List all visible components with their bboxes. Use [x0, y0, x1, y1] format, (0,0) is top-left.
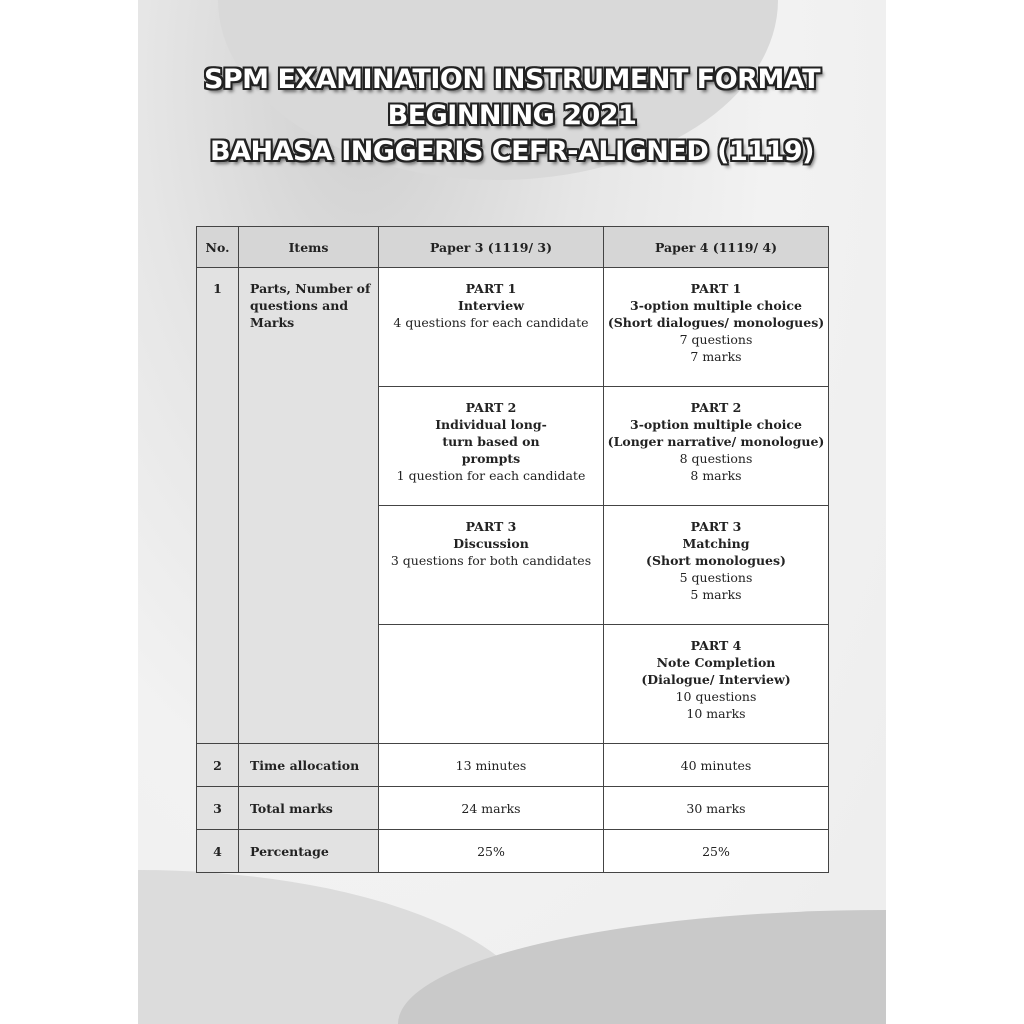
part-subtitle: (Short dialogues/ monologues) [607, 315, 825, 330]
part-label: PART 2 [465, 400, 517, 415]
paper4-part [604, 268, 829, 387]
part-detail: 7 marks [690, 349, 742, 364]
row-item: Time allocation [239, 744, 379, 787]
paper4-value: 30 marks [604, 787, 829, 830]
row-item: Parts, Number of questions and Marks [239, 268, 379, 744]
paper3-value: 25% [379, 830, 604, 873]
paper3-empty-cell [379, 625, 604, 744]
part-name: Matching [682, 536, 750, 551]
paper4-value: 25% [604, 830, 829, 873]
part-name: Note Completion [656, 655, 776, 670]
paper3-value: 13 minutes [379, 744, 604, 787]
part-name: Discussion [453, 536, 529, 551]
row-number: 4 [197, 830, 239, 873]
part-name: Individual long-turn based on prompts [435, 417, 547, 466]
header-no: No. [197, 227, 239, 268]
part-detail: 10 marks [686, 706, 746, 721]
part-name: 3-option multiple choice [630, 298, 802, 313]
part-detail: 8 marks [690, 468, 742, 483]
format-table [196, 226, 829, 873]
part-label: PART 2 [690, 400, 742, 415]
row-number: 2 [197, 744, 239, 787]
paper3-value: 24 marks [379, 787, 604, 830]
table-row [197, 830, 829, 873]
title-line: BEGINNING 2021 [387, 100, 637, 131]
row-number: 3 [197, 787, 239, 830]
table-row [197, 744, 829, 787]
part-detail: 5 questions [679, 570, 753, 585]
paper4-part [604, 387, 829, 506]
paper4-part [604, 506, 829, 625]
part-label: PART 1 [690, 281, 742, 296]
part-detail: 7 questions [679, 332, 753, 347]
part-detail: 8 questions [679, 451, 753, 466]
paper3-part [379, 506, 604, 625]
part-detail: 4 questions for each candidate [393, 315, 589, 330]
paper4-value: 40 minutes [604, 744, 829, 787]
table-header-row [197, 227, 829, 268]
title-line: BAHASA INGGERIS CEFR-ALIGNED (1119) [210, 136, 814, 167]
part-detail: 5 marks [690, 587, 742, 602]
part-name: Interview [458, 298, 524, 313]
paper3-part [379, 268, 604, 387]
title-line: SPM EXAMINATION INSTRUMENT FORMAT [203, 64, 821, 95]
decorative-shape [398, 910, 886, 1024]
row-number: 1 [197, 268, 239, 744]
paper4-part [604, 625, 829, 744]
table-row [197, 268, 829, 387]
row-item: Total marks [239, 787, 379, 830]
part-label: PART 4 [690, 638, 742, 653]
header-paper3: Paper 3 (1119/ 3) [379, 227, 604, 268]
part-subtitle: (Short monologues) [646, 553, 786, 568]
part-subtitle: (Longer narrative/ monologue) [607, 434, 825, 449]
part-label: PART 3 [465, 519, 517, 534]
header-paper4: Paper 4 (1119/ 4) [604, 227, 829, 268]
part-detail: 10 questions [675, 689, 757, 704]
part-label: PART 1 [465, 281, 517, 296]
row-item: Percentage [239, 830, 379, 873]
part-detail: 3 questions for both candidates [390, 553, 592, 568]
paper3-part [379, 387, 604, 506]
table-row [197, 787, 829, 830]
part-name: 3-option multiple choice [630, 417, 802, 432]
part-detail: 1 question for each candidate [396, 468, 586, 483]
header-items: Items [239, 227, 379, 268]
part-subtitle: (Dialogue/ Interview) [641, 672, 791, 687]
part-label: PART 3 [690, 519, 742, 534]
page-title [0, 62, 1024, 170]
